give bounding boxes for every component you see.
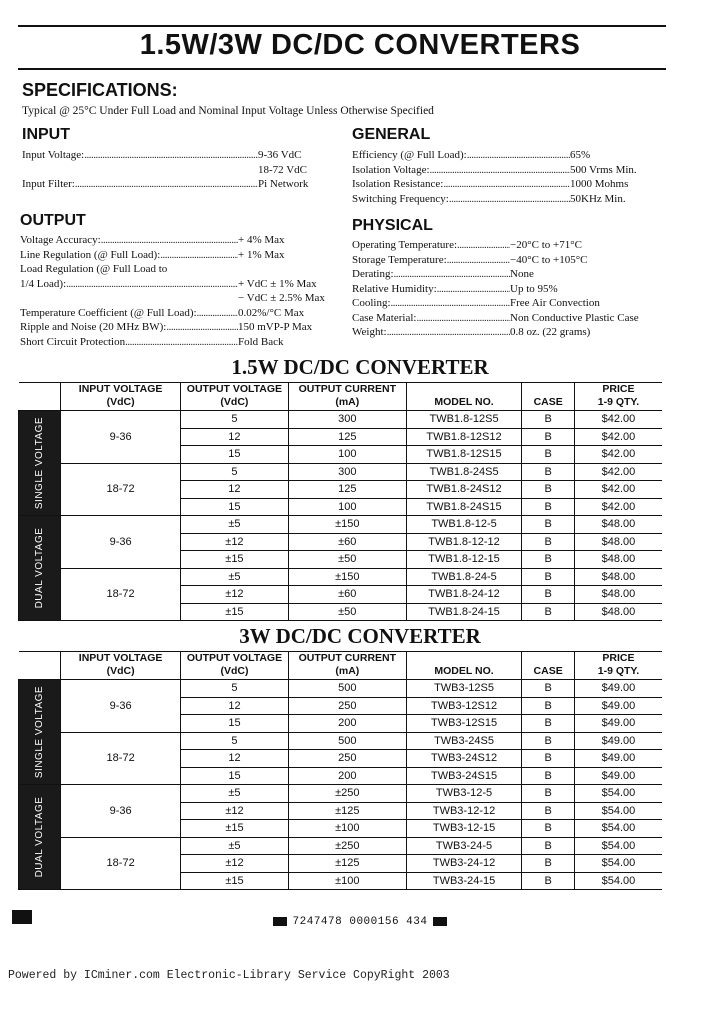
spec-value: 65% — [570, 149, 591, 161]
spec-label: Operating Temperature: — [352, 239, 458, 251]
price-cell: $54.00 — [574, 872, 662, 890]
header-case: CASE — [522, 652, 575, 680]
header-price: PRICE 1-9 QTY. — [574, 383, 662, 411]
table-15w — [18, 382, 662, 621]
page-title: 1.5W/3W DC/DC CONVERTERS — [139, 29, 581, 61]
output-current-cell: ±125 — [288, 855, 406, 873]
price-cell: $49.00 — [574, 680, 662, 698]
spec-value: + VdC ± 1% Max — [238, 277, 317, 290]
model-cell: TWB1.8-12-15 — [406, 551, 522, 569]
spec-label: Input Voltage: — [22, 149, 85, 161]
price-cell: $42.00 — [574, 481, 662, 499]
output-voltage-cell: 5 — [180, 463, 288, 481]
spec-value — [238, 262, 338, 277]
dual-voltage-band — [19, 516, 61, 621]
spec-label: Line Regulation (@ Full Load): — [20, 248, 161, 261]
spec-row — [20, 320, 338, 335]
model-cell: TWB1.8-12S15 — [406, 446, 522, 464]
general-specs — [352, 148, 652, 206]
spec-row — [352, 267, 662, 282]
input-heading: INPUT — [22, 126, 70, 143]
model-cell: TWB3-12-5 — [406, 785, 522, 803]
table-row — [19, 411, 663, 429]
output-current-cell: ±100 — [288, 820, 406, 838]
barcode-block-right — [433, 917, 447, 926]
input-voltage-cell: 18-72 — [61, 463, 181, 516]
barcode-line — [0, 916, 720, 928]
output-current-cell: ±150 — [288, 516, 406, 534]
case-cell: B — [522, 446, 575, 464]
table-15w-title: 1.5W DC/DC CONVERTER — [231, 355, 489, 379]
table-row — [19, 516, 663, 534]
model-cell: TWB1.8-24S5 — [406, 463, 522, 481]
spec-value: 0.8 oz. (22 grams) — [510, 326, 591, 338]
case-cell: B — [522, 715, 575, 733]
output-current-cell: ±60 — [288, 533, 406, 551]
spec-label: Efficiency (@ Full Load): — [352, 149, 467, 161]
case-cell: B — [522, 680, 575, 698]
price-cell: $49.00 — [574, 715, 662, 733]
table-row — [19, 785, 663, 803]
model-cell: TWB1.8-12-5 — [406, 516, 522, 534]
spec-value: 1000 Mohms — [570, 178, 629, 190]
output-current-cell: 200 — [288, 767, 406, 785]
model-cell: TWB1.8-24-5 — [406, 568, 522, 586]
model-cell: TWB3-24-15 — [406, 872, 522, 890]
price-cell: $42.00 — [574, 411, 662, 429]
table-row — [19, 732, 663, 750]
spec-row — [20, 248, 338, 263]
input-specs — [22, 148, 322, 192]
single-voltage-label: SINGLE VOLTAGE — [33, 685, 45, 779]
output-current-cell: 125 — [288, 481, 406, 499]
output-voltage-cell: 12 — [180, 750, 288, 768]
header-output-current: OUTPUT CURRENT (mA) — [288, 652, 406, 680]
leader-dots — [75, 177, 258, 192]
case-cell: B — [522, 551, 575, 569]
output-current-cell: ±250 — [288, 837, 406, 855]
output-voltage-cell: 12 — [180, 697, 288, 715]
model-cell: TWB1.8-12S12 — [406, 428, 522, 446]
model-cell: TWB1.8-12S5 — [406, 411, 522, 429]
case-cell: B — [522, 498, 575, 516]
price-cell: $48.00 — [574, 551, 662, 569]
dual-voltage-label: DUAL VOLTAGE — [33, 796, 45, 878]
case-cell: B — [522, 750, 575, 768]
output-voltage-cell: ±12 — [180, 802, 288, 820]
output-voltage-cell: ±5 — [180, 568, 288, 586]
spec-value: − VdC ± 2.5% Max — [238, 292, 325, 304]
price-cell: $49.00 — [574, 732, 662, 750]
header-output-voltage: OUTPUT VOLTAGE (VdC) — [180, 652, 288, 680]
header-model: MODEL NO. — [406, 652, 522, 680]
barcode-block-left — [273, 917, 287, 926]
case-cell: B — [522, 568, 575, 586]
output-voltage-cell: ±5 — [180, 837, 288, 855]
spec-row — [20, 277, 338, 292]
spec-label: Isolation Voltage: — [352, 163, 430, 176]
output-voltage-cell: 12 — [180, 428, 288, 446]
spec-row — [20, 335, 338, 350]
spec-label: Load Regulation (@ Full Load to — [20, 263, 168, 275]
output-heading: OUTPUT — [20, 212, 86, 229]
spec-label: Isolation Resistance: — [352, 178, 444, 190]
spec-row — [20, 233, 338, 248]
spec-label: Switching Frequency: — [352, 192, 449, 205]
case-cell: B — [522, 516, 575, 534]
catalog-code: 7247478 0000156 434 — [292, 916, 428, 928]
spec-label: Ripple and Noise (20 MHz BW): — [20, 321, 167, 333]
output-voltage-cell: 15 — [180, 498, 288, 516]
model-cell: TWB3-12-12 — [406, 802, 522, 820]
output-voltage-cell: ±15 — [180, 551, 288, 569]
case-cell: B — [522, 872, 575, 890]
table-header-row — [19, 652, 663, 680]
table-3w-body — [19, 680, 663, 890]
input-voltage-cell: 9-36 — [61, 680, 181, 733]
price-cell: $54.00 — [574, 820, 662, 838]
price-cell: $54.00 — [574, 785, 662, 803]
output-voltage-cell: ±15 — [180, 603, 288, 621]
input-voltage-cell: 18-72 — [61, 568, 181, 621]
physical-heading: PHYSICAL — [352, 217, 433, 234]
price-cell: $48.00 — [574, 533, 662, 551]
spec-row — [20, 262, 338, 277]
model-cell: TWB3-24-5 — [406, 837, 522, 855]
case-cell: B — [522, 411, 575, 429]
model-cell: TWB3-24S5 — [406, 732, 522, 750]
price-cell: $48.00 — [574, 568, 662, 586]
price-cell: $42.00 — [574, 463, 662, 481]
output-voltage-cell: 15 — [180, 446, 288, 464]
model-cell: TWB3-12S12 — [406, 697, 522, 715]
output-current-cell: ±50 — [288, 603, 406, 621]
spec-label: Input Filter: — [22, 178, 75, 190]
case-cell: B — [522, 586, 575, 604]
spec-value: Up to 95% — [510, 282, 558, 295]
spec-row — [352, 238, 662, 253]
price-cell: $54.00 — [574, 802, 662, 820]
output-voltage-cell: ±5 — [180, 785, 288, 803]
spec-value: Non Conductive Plastic Case — [510, 311, 639, 324]
spec-label: Voltage Accuracy: — [20, 234, 101, 246]
output-voltage-cell: ±12 — [180, 855, 288, 873]
output-voltage-cell: ±12 — [180, 533, 288, 551]
header-model: MODEL NO. — [406, 383, 522, 411]
specifications-heading: SPECIFICATIONS: — [22, 80, 178, 100]
spec-label: Case Material: — [352, 311, 417, 324]
input-voltage-cell: 18-72 — [61, 732, 181, 785]
output-current-cell: ±50 — [288, 551, 406, 569]
header-blank — [19, 652, 61, 680]
input-voltage-cell: 9-36 — [61, 785, 181, 838]
header-output-voltage: OUTPUT VOLTAGE (VdC) — [180, 383, 288, 411]
spec-label: Temperature Coefficient (@ Full Load): — [20, 306, 197, 319]
spec-row — [22, 177, 322, 192]
case-cell: B — [522, 732, 575, 750]
output-current-cell: 500 — [288, 732, 406, 750]
model-cell: TWB1.8-24-15 — [406, 603, 522, 621]
model-cell: TWB3-12-15 — [406, 820, 522, 838]
spec-row — [352, 177, 652, 192]
output-current-cell: 250 — [288, 697, 406, 715]
spec-value: 500 Vrms Min. — [570, 163, 637, 176]
price-cell: $48.00 — [574, 516, 662, 534]
top-rule — [18, 25, 666, 27]
spec-row — [352, 325, 662, 340]
output-voltage-cell: ±12 — [180, 586, 288, 604]
leader-dots — [84, 148, 258, 163]
output-voltage-cell: ±15 — [180, 872, 288, 890]
case-cell: B — [522, 785, 575, 803]
case-cell: B — [522, 767, 575, 785]
price-cell: $49.00 — [574, 697, 662, 715]
spec-value: Free Air Convection — [510, 297, 600, 309]
title-underline — [18, 68, 666, 70]
output-current-cell: ±125 — [288, 802, 406, 820]
header-blank — [19, 383, 61, 411]
output-current-cell: 500 — [288, 680, 406, 698]
input-voltage-cell: 18-72 — [61, 837, 181, 890]
spec-value: Pi Network — [258, 178, 309, 190]
price-cell: $42.00 — [574, 498, 662, 516]
spec-value: Fold Back — [238, 335, 284, 348]
spec-value: −20°C to +71°C — [510, 239, 582, 251]
spec-label: Derating: — [352, 268, 394, 280]
output-current-cell: ±250 — [288, 785, 406, 803]
price-cell: $48.00 — [574, 603, 662, 621]
spec-label: 1/4 Load): — [20, 277, 67, 290]
spec-label: Weight: — [352, 326, 387, 338]
spec-label: Storage Temperature: — [352, 253, 447, 266]
table-header-row — [19, 383, 663, 411]
price-cell: $48.00 — [574, 586, 662, 604]
table-row — [19, 680, 663, 698]
table-3w — [18, 651, 662, 890]
table-row — [19, 837, 663, 855]
case-cell: B — [522, 481, 575, 499]
output-voltage-cell: 5 — [180, 732, 288, 750]
spec-value: + 1% Max — [238, 248, 285, 261]
header-case: CASE — [522, 383, 575, 411]
case-cell: B — [522, 820, 575, 838]
input-voltage-cell: 9-36 — [61, 411, 181, 464]
spec-value: None — [510, 268, 534, 280]
spec-row — [352, 311, 662, 326]
spec-value: + 4% Max — [238, 234, 285, 246]
spec-value: 50KHz Min. — [570, 192, 626, 205]
model-cell: TWB3-24S15 — [406, 767, 522, 785]
specifications-subtitle: Typical @ 25°C Under Full Load and Nominal Input Voltage Unless Otherwise Specified — [22, 105, 434, 117]
dual-voltage-label: DUAL VOLTAGE — [33, 527, 45, 609]
case-cell: B — [522, 802, 575, 820]
table-row — [19, 568, 663, 586]
spec-row — [352, 253, 662, 268]
output-current-cell: 300 — [288, 463, 406, 481]
case-cell: B — [522, 463, 575, 481]
output-current-cell: 125 — [288, 428, 406, 446]
output-voltage-cell: ±5 — [180, 516, 288, 534]
spec-row — [352, 192, 652, 207]
output-specs — [20, 233, 338, 349]
source-credit: Powered by ICminer.com Electronic-Library Service CopyRight 2003 — [8, 969, 450, 982]
output-current-cell: 250 — [288, 750, 406, 768]
output-voltage-cell: ±15 — [180, 820, 288, 838]
case-cell: B — [522, 603, 575, 621]
price-cell: $49.00 — [574, 767, 662, 785]
case-cell: B — [522, 428, 575, 446]
spec-label: Cooling: — [352, 297, 391, 309]
output-voltage-cell: 15 — [180, 715, 288, 733]
spec-label: Relative Humidity: — [352, 282, 437, 295]
table-row — [19, 463, 663, 481]
spec-row — [20, 291, 338, 306]
case-cell: B — [522, 533, 575, 551]
output-current-cell: ±60 — [288, 586, 406, 604]
dual-voltage-band — [19, 785, 61, 890]
model-cell: TWB3-12S15 — [406, 715, 522, 733]
spec-row — [20, 306, 338, 321]
header-output-current: OUTPUT CURRENT (mA) — [288, 383, 406, 411]
model-cell: TWB3-24S12 — [406, 750, 522, 768]
spec-row — [352, 296, 662, 311]
spec-row — [22, 163, 322, 178]
model-cell: TWB1.8-24-12 — [406, 586, 522, 604]
output-voltage-cell: 5 — [180, 680, 288, 698]
price-cell: $54.00 — [574, 855, 662, 873]
price-cell: $42.00 — [574, 446, 662, 464]
spec-value: 9-36 VdC — [258, 149, 302, 161]
spec-value: −40°C to +105°C — [510, 253, 588, 266]
spec-row — [352, 148, 652, 163]
model-cell: TWB1.8-12-12 — [406, 533, 522, 551]
price-cell: $42.00 — [574, 428, 662, 446]
model-cell: TWB1.8-24S12 — [406, 481, 522, 499]
header-price: PRICE 1-9 QTY. — [574, 652, 662, 680]
price-cell: $54.00 — [574, 837, 662, 855]
physical-specs — [352, 238, 662, 340]
output-current-cell: ±150 — [288, 568, 406, 586]
spec-row — [352, 163, 652, 178]
single-voltage-label: SINGLE VOLTAGE — [33, 416, 45, 510]
header-input-voltage: INPUT VOLTAGE (VdC) — [61, 383, 181, 411]
general-heading: GENERAL — [352, 126, 431, 143]
spec-row — [352, 282, 662, 297]
model-cell: TWB3-24-12 — [406, 855, 522, 873]
header-input-voltage: INPUT VOLTAGE (VdC) — [61, 652, 181, 680]
output-current-cell: 300 — [288, 411, 406, 429]
spec-value: 0.02%/°C Max — [238, 306, 305, 319]
price-cell: $49.00 — [574, 750, 662, 768]
single-voltage-band — [19, 680, 61, 785]
output-voltage-cell: 15 — [180, 767, 288, 785]
case-cell: B — [522, 697, 575, 715]
model-cell: TWB1.8-24S15 — [406, 498, 522, 516]
single-voltage-band — [19, 411, 61, 516]
model-cell: TWB3-12S5 — [406, 680, 522, 698]
output-current-cell: 100 — [288, 446, 406, 464]
spec-label: Short Circuit Protection — [20, 335, 126, 348]
input-voltage-cell: 9-36 — [61, 516, 181, 569]
spec-value: 18-72 VdC — [258, 163, 307, 176]
output-current-cell: 200 — [288, 715, 406, 733]
table-3w-title: 3W DC/DC CONVERTER — [239, 624, 481, 648]
output-voltage-cell: 5 — [180, 411, 288, 429]
case-cell: B — [522, 855, 575, 873]
output-current-cell: 100 — [288, 498, 406, 516]
spec-row — [22, 148, 322, 163]
table-15w-body — [19, 411, 663, 621]
output-current-cell: ±100 — [288, 872, 406, 890]
spec-value: 150 mVP-P Max — [238, 321, 313, 333]
output-voltage-cell: 12 — [180, 481, 288, 499]
case-cell: B — [522, 837, 575, 855]
